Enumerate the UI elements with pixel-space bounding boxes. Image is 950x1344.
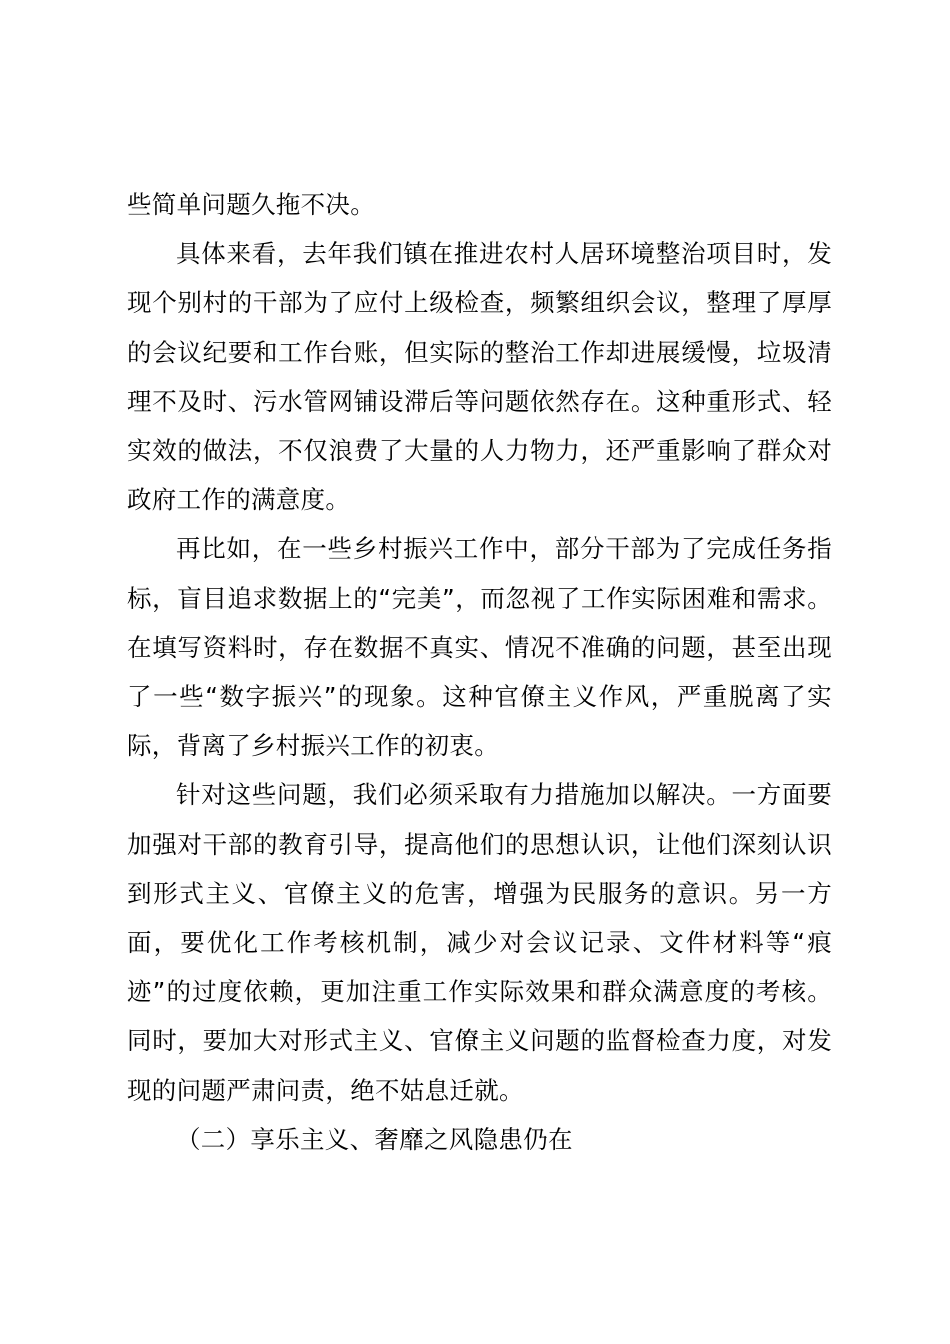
paragraph-continuation: 些简单问题久拖不决。 [127, 190, 375, 219]
section-heading: （二）享乐主义、奢靡之风隐患仍在 [176, 1124, 573, 1154]
document-body [127, 180, 832, 1164]
paragraph-example-rural-environment: 具体来看，去年我们镇在推进农村人居环境整治项目时，发现个别村的干部为了应付上级检查，频繁组织会议，整理了厚厚的会议纪要和工作台账，但实际的整治工作却进展缓慢，垃圾清理不及时、污水管网铺设滞后等问题依然存在。这种重形式、轻实效的做法，不仅浪费了大量的人力物力，还严重影响了群众对政府工作的满意度。 [127, 239, 832, 515]
paragraph-example-rural-revitalization: 再比如，在一些乡村振兴工作中，部分干部为了完成任务指标，盲目追求数据上的“完美”，而忽视了工作实际困难和需求。在填写资料时，存在数据不真实、情况不准确的问题，甚至出现了一些“数字振兴”的现象。这种官僚主义作风，严重脱离了实际，背离了乡村振兴工作的初衷。 [127, 534, 832, 761]
paragraph-countermeasures: 针对这些问题，我们必须采取有力措施加以解决。一方面要加强对干部的教育引导，提高他们的思想认识，让他们深刻认识到形式主义、官僚主义的危害，增强为民服务的意识。另一方面，要优化工作考核机制，减少对会议记录、文件材料等“痕迹”的过度依赖，更加注重工作实际效果和群众满意度的考核。同时，要加大对形式主义、官僚主义问题的监督检查力度，对发现的问题严肃问责，绝不姑息迁就。 [127, 780, 832, 1105]
